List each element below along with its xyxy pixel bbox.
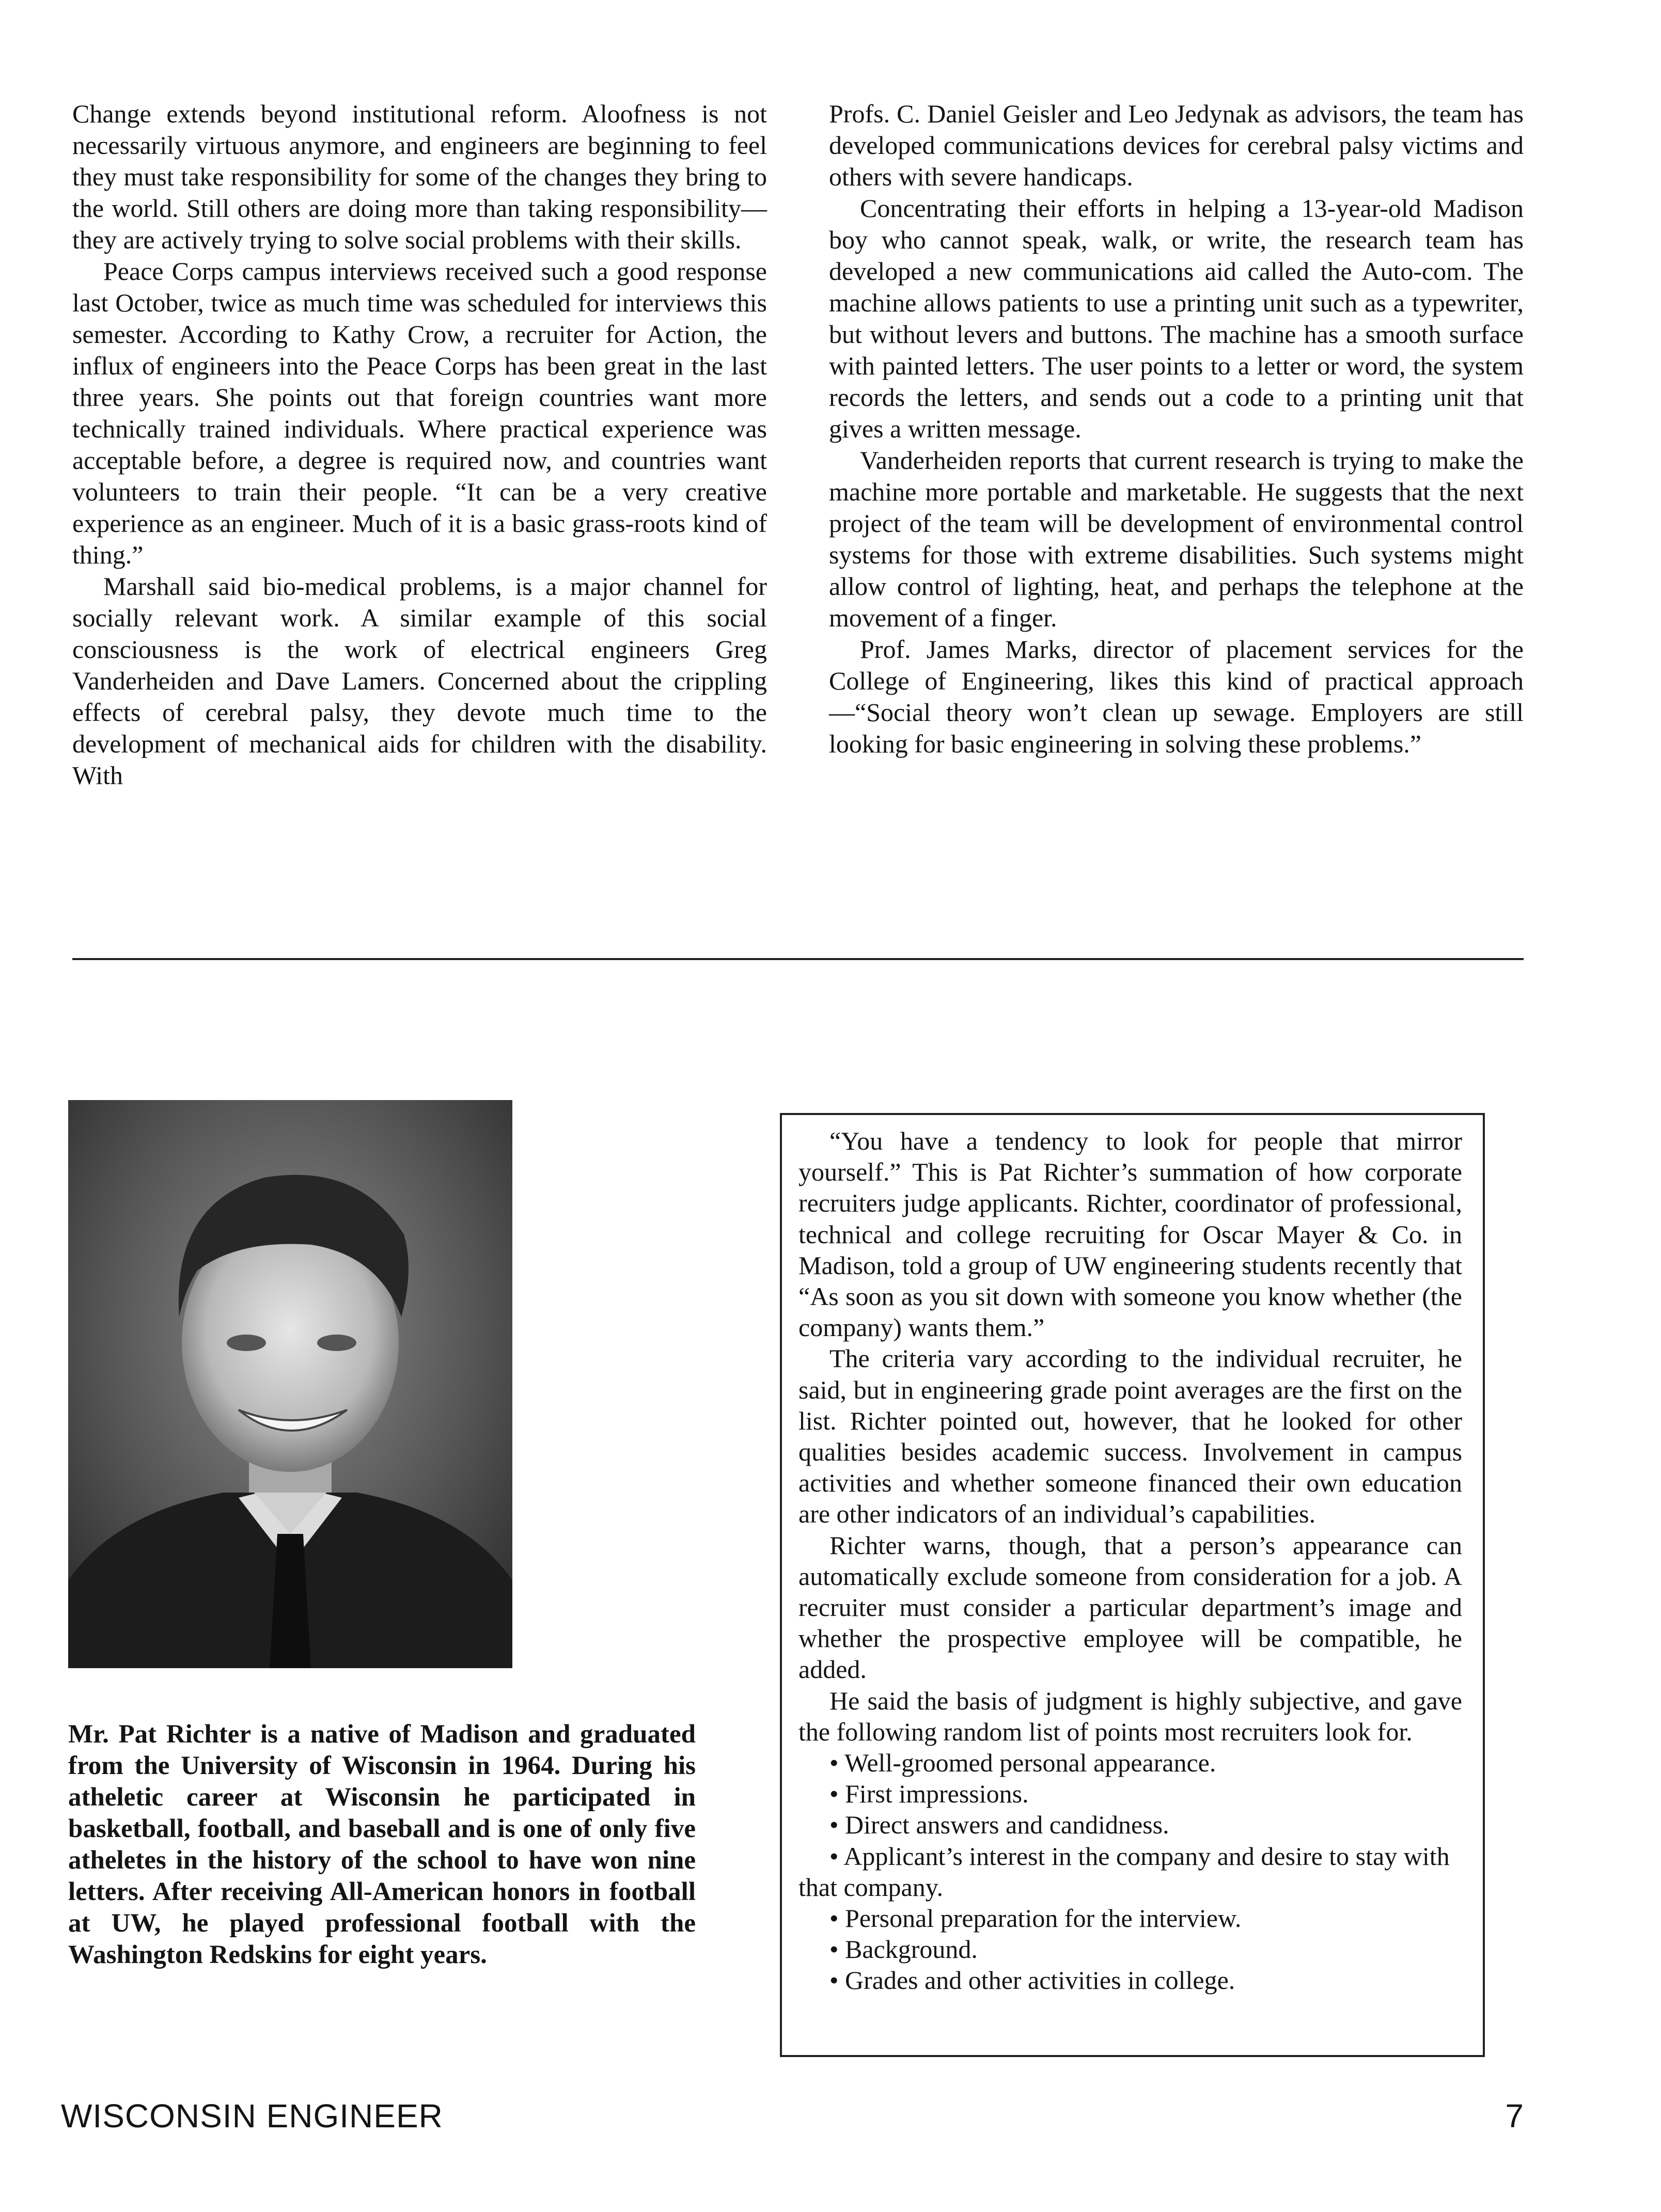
sidebar-text [798, 1125, 1462, 1996]
article-paragraph: Marshall said bio-medical problems, is a major channel for socially relevant work. A similar example of this social consciousness is the work of electrical engineers Greg Vanderheiden and Dave Lamers. Concerned about the crippling effects of cerebral palsy, they devote much time to the development of mechanical aids for children with the disability. With [72, 572, 767, 790]
sidebar-box [780, 1113, 1485, 2057]
bullet-icon: • [829, 1966, 839, 1995]
article-left-column [72, 98, 767, 791]
article-paragraph: Concentrating their efforts in helping a 13-year-old Madison boy who cannot speak, walk, or write, the research team has developed a new communications aid called the Auto-com. The machine allows patients to use a printing unit such as a typewriter, but without levers and buttons. The machine has a smooth surface with painted letters. The user points to a letter or word, the system records the letters, and sends out a code to a printing unit that gives a written message. [829, 194, 1524, 443]
list-item: • First impressions. [798, 1778, 1462, 1809]
article-paragraph: Prof. James Marks, director of placement services for the College of Engineering, likes this kind of practical approach—“Social theory won’t clean up sewage. Employers are still looking for basic engineering in solving these problems.” [829, 635, 1524, 758]
bullet-icon: • [829, 1748, 839, 1778]
article-paragraph: Vanderheiden reports that current research is trying to make the machine more portable and marketable. He suggests that the next project of the team will be development of environmental control systems for those with extreme disabilities. Such systems might allow control of lighting, heat, and perhaps the telephone at the movement of a finger. [829, 446, 1524, 632]
article-right-column [829, 98, 1524, 760]
bullet-icon: • [829, 1810, 839, 1840]
sidebar-paragraph: He said the basis of judgment is highly subjective, and gave the following random list of points most recruiters look for. [798, 1686, 1462, 1746]
list-item: • Direct answers and candidness. [798, 1809, 1462, 1840]
bullet-icon: • [829, 1935, 839, 1964]
portrait-photo [68, 1100, 512, 1668]
list-item: • Personal preparation for the interview. [798, 1903, 1462, 1934]
bullet-icon: • [829, 1904, 839, 1933]
bullet-icon: • [829, 1779, 839, 1809]
recruiter-criteria-list [798, 1747, 1462, 1996]
publication-title: WISCONSIN ENGINEER [61, 2097, 443, 2135]
sidebar-paragraph: Richter warns, though, that a person’s appearance can automatically exclude someone from consideration for a job. A recruiter must consider a particular department’s image and whether the prospective employee will be compatible, he added. [798, 1530, 1462, 1684]
photo-caption: Mr. Pat Richter is a native of Madison and graduated from the University of Wisconsin in 1964. During his atheletic career at Wisconsin he participated in basketball, football, and baseball and is one of only five atheletes in the history of the school to have won nine letters. After receiving All-American honors in football at UW, he played professional football with the Washington Redskins for eight years. [68, 1720, 696, 1969]
list-item: • Well-groomed personal appearance. [798, 1747, 1462, 1778]
sidebar-paragraph: “You have a tendency to look for people that mirror yourself.” This is Pat Richter’s summation of how corporate recruiters judge applicants. Richter, coordinator of professional, technical and college recruiting for Oscar Mayer & Co. in Madison, told a group of UW engineering students recently that “As soon as you sit down with someone you know whether (the company) wants them.” [798, 1126, 1462, 1342]
sidebar-paragraph: The criteria vary according to the individual recruiter, he said, but in engineering grade point averages are the first on the list. Richter pointed out, however, that he looked for other qualities besides academic success. Involvement in campus activities and whether someone financed their own education are other indicators of an individual’s capabilities. [798, 1344, 1462, 1529]
article-paragraph: Peace Corps campus interviews received such a good response last October, twice as much time was scheduled for interviews this semester. According to Kathy Crow, a recruiter for Action, the influx of engineers into the Peace Corps has been great in the last three years. She points out that foreign countries want more technically trained individuals. Where practical experience was acceptable before, a degree is required now, and countries want volunteers to train their people. “It can be a very creative experience as an engineer. Much of it is a basic grass-roots kind of thing.” [72, 257, 767, 569]
list-item: • Applicant’s interest in the company and desire to stay with that company. [798, 1841, 1450, 1902]
page-number: 7 [1505, 2097, 1524, 2135]
article-paragraph: Profs. C. Daniel Geisler and Leo Jedynak as advisors, the team has developed communications devices for cerebral palsy victims and others with severe handicaps. [829, 99, 1524, 191]
list-item: • Background. [798, 1934, 1462, 1965]
list-item: • Grades and other activities in college. [798, 1965, 1462, 1996]
portrait-illustration [68, 1100, 512, 1668]
section-divider [72, 958, 1524, 960]
bullet-icon: • [829, 1841, 839, 1871]
article-paragraph: Change extends beyond institutional reform. Aloofness is not necessarily virtuous anymore, and engineers are beginning to feel they must take responsibility for some of the changes they bring to the world. Still others are doing more than taking responsibility—they are actively trying to solve social problems with their skills. [72, 99, 767, 254]
